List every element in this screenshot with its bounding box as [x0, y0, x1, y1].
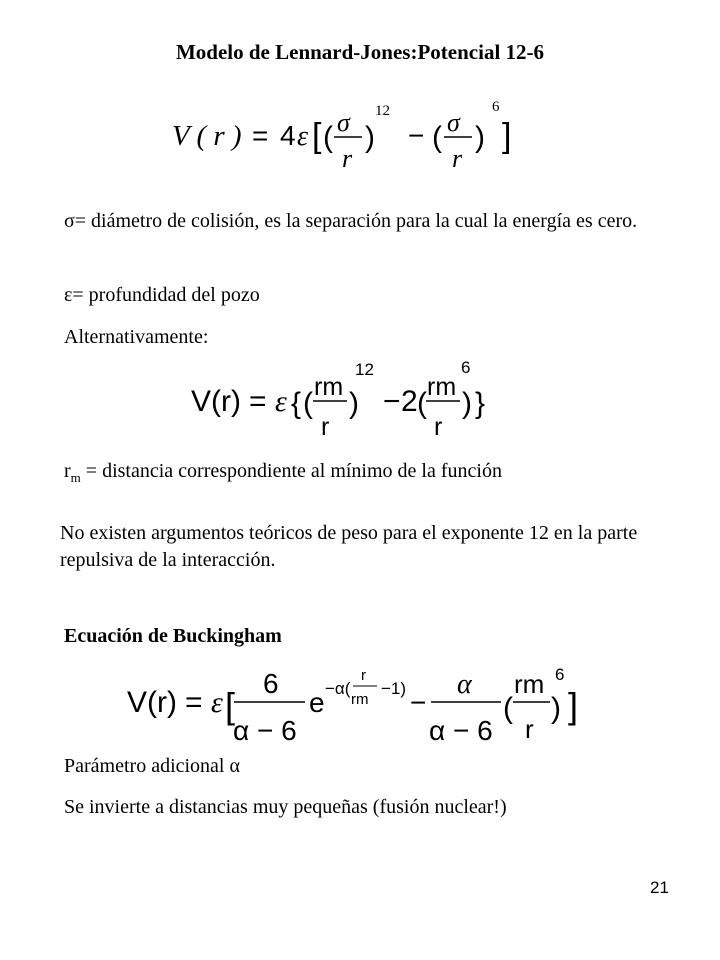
- eq2-r-1: r: [321, 413, 330, 441]
- eq1-paren-close-1: ): [365, 121, 375, 154]
- eq3-exp-tail: −1): [381, 679, 407, 698]
- eq2-rm-1: rm: [314, 373, 344, 401]
- eq3-e: e: [309, 687, 325, 718]
- eq2-paren-open-1: (: [303, 387, 313, 420]
- eq3-denominator-2: α − 6: [429, 715, 493, 746]
- eq3-six: 6: [263, 668, 279, 699]
- eq1-paren-close-2: ): [475, 121, 485, 154]
- eq3-left-bracket: [: [225, 685, 236, 726]
- eq1-lhs: V ( r ): [172, 120, 242, 152]
- additional-parameter: Parámetro adicional α: [64, 755, 240, 777]
- eq3-paren-open: (: [503, 692, 513, 725]
- eq3-exp-rm: rm: [351, 691, 369, 708]
- eq1-equals: =: [252, 120, 269, 151]
- eq2-lhs: V(r): [191, 385, 241, 418]
- rm-definition: [64, 458, 684, 486]
- rm-definition-text: = distancia correspondiente al mínimo de la función: [80, 460, 502, 482]
- eq3-exp-lead: −α(: [325, 679, 351, 698]
- eq1-r-1: r: [342, 144, 353, 173]
- eq3-alpha: α: [457, 669, 472, 700]
- eq1-exponent-12: 12: [375, 103, 390, 119]
- eq3-right-bracket: ]: [568, 685, 579, 726]
- eq2-right-brace: }: [475, 387, 486, 420]
- no-arguments-note: No existen argumentos teóricos de peso para el exponente 12 en la parte repulsiva de la interacción.: [60, 522, 638, 571]
- buckingham-equation: [125, 660, 595, 760]
- buckingham-heading: Ecuación de Buckingham: [64, 625, 282, 647]
- lennard-jones-equation: [160, 95, 540, 185]
- eq2-paren-close-2: ): [462, 387, 472, 420]
- eq1-paren-open-2: (: [432, 121, 442, 154]
- eq3-epsilon: ε: [211, 686, 223, 719]
- eq2-left-brace: {: [291, 387, 302, 420]
- eq3-r: r: [525, 714, 534, 744]
- eq2-exponent-12: 12: [355, 360, 374, 379]
- epsilon-definition: ε= profundidad del pozo: [64, 284, 260, 306]
- eq2-exponent-6: 6: [461, 358, 471, 377]
- eq1-sigma-1: σ: [337, 108, 350, 137]
- eq1-right-bracket: ]: [502, 117, 512, 155]
- alternatively-label: Alternativamente:: [64, 326, 209, 348]
- eq2-two: 2: [401, 385, 418, 418]
- eq1-exponent-6: 6: [492, 99, 500, 115]
- eq2-rm-2: rm: [427, 373, 457, 401]
- eq1-epsilon: ε: [297, 121, 309, 152]
- rm-subscript: m: [70, 470, 81, 485]
- eq1-paren-open-1: (: [323, 121, 333, 154]
- eq2-paren-open-2: (: [417, 387, 427, 420]
- lennard-jones-rm-equation: [185, 355, 515, 445]
- page-number: 21: [650, 878, 669, 897]
- eq2-r-2: r: [434, 413, 443, 441]
- eq3-exponent-6: 6: [555, 665, 565, 684]
- eq3-rm: rm: [514, 669, 545, 699]
- inverts-note: Se invierte a distancias muy pequeñas (fusión nuclear!): [64, 796, 507, 818]
- page-title: Modelo de Lennard-Jones:Potencial 12-6: [175, 40, 545, 64]
- eq1-sigma-2: σ: [447, 108, 460, 137]
- eq2-epsilon: ε: [275, 385, 287, 418]
- eq1-minus: −: [408, 120, 425, 151]
- eq2-paren-close-1: ): [349, 387, 359, 420]
- eq3-denominator-1: α − 6: [233, 715, 297, 746]
- rm-symbol: r: [64, 460, 71, 482]
- eq1-r-2: r: [452, 144, 463, 173]
- eq3-exp-r: r: [361, 667, 366, 684]
- eq1-left-bracket: [: [312, 117, 322, 155]
- eq2-minus: −: [383, 385, 401, 418]
- eq1-coef: 4: [280, 120, 296, 151]
- eq3-paren-close: ): [551, 692, 561, 725]
- eq2-equals: =: [249, 385, 267, 418]
- sigma-definition: σ= diámetro de colisión, es la separación para la cual la energía es cero.: [64, 210, 638, 232]
- eq3-lhs: V(r): [127, 686, 177, 719]
- eq3-equals: =: [185, 686, 203, 719]
- eq3-minus: −: [410, 687, 427, 718]
